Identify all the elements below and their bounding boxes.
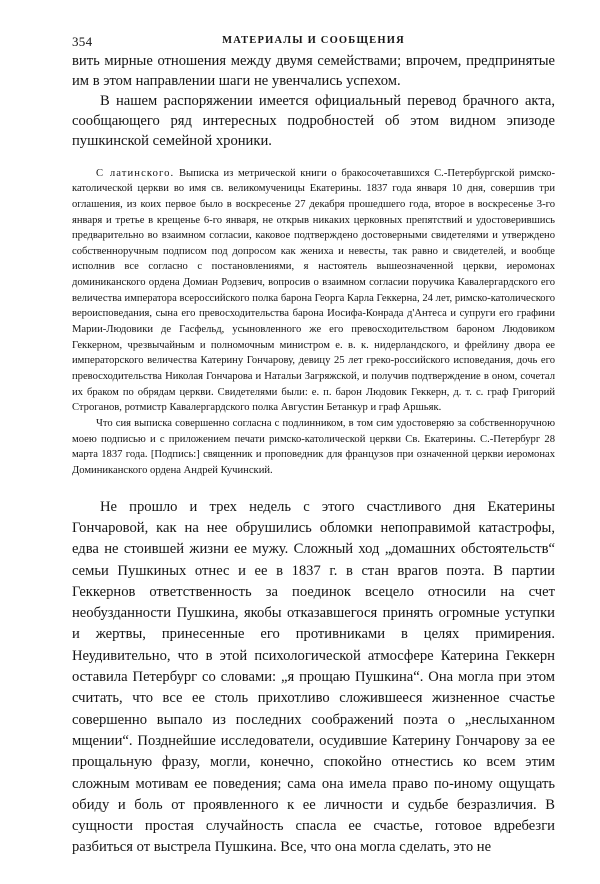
- quote-paragraph-2: Что сия выписка совершенно согласна с подлинником, в том сим удостоверяю за собственноручною моею подписью и с приложением печати римско-католической церкви Св. Екатерины. С.-Петербург 28 марта 1837 года. [Подпись:] священник и проповедник для французов при означенной церкви иеромонах Доминиканского ордена Андрей Кучинский.: [72, 418, 555, 476]
- intro-text: [72, 52, 555, 152]
- book-page: [72, 30, 555, 859]
- page-number: 354: [72, 34, 93, 49]
- closing-text: [72, 497, 555, 859]
- marriage-record-quote: [72, 166, 555, 479]
- quote-lead: С латинского.: [96, 167, 175, 179]
- running-head: [72, 30, 555, 52]
- paragraph-continued: вить мирные отношения между двумя семействами; впрочем, предпринятые им в этом направлении шаги не увенчались успехом.: [72, 53, 555, 89]
- paragraph-catastrophe: Не прошло и трех недель с этого счастливого дня Екатерины Гончаровой, как на нее обрушились обломки непоправимой катастрофы, едва не стоившей жизни ее мужу. Сложный ход „домашних обстоятельств“ семьи Пушкиных отнес и ее в 1837 г. в стан врагов поэта. В партии Геккернов ответственность за поединок всецело относили на счет необузданности Пушкина, якобы отказавшегося принять огромные уступки и жертвы, принесенные его противниками в целях примирения. Неудивительно, что в этой психологической атмосфере Катерина Геккерн оставила Петербург со словами: „я прощаю Пушкина“. Она могла при этом считать, что все ее столь прихотливо сложившееся жизненное счастье совершенно выпало из последних соображений поэта о „неслыханном мщении“. Позднейшие исследователи, осудившие Катерину Гончарову за ее прощальную фразу, могли, конечно, спокойно отнестись ко всем этим сложным мотивам ее поведения; сама она имела право по-иному ощущать обиду и боль от проявленного к ее личности и судьбе безразличия. В сущности простая случайность спасла ее счастье, готовое вдребезги разбиться от выстрела Пушкина. Все, что она могла сделать, это не: [72, 498, 555, 856]
- running-title: МАТЕРИАЛЫ И СООБЩЕНИЯ: [222, 35, 405, 46]
- quote-paragraph-1: [72, 166, 555, 417]
- quote-text: Выписка из метрической книги о бракосочетавшихся С.-Петербургской римско-католической церкви во имя св. великомученицы Екатерины. 1837 года января 10 дня, совершив три оглашения, из коих первое было в воскресенье 27 декабря прошедшего года, второе в воскресенье 3-го января и третье в крещенье 6-го января, не открыв никаких церковных препятствий и удостоверившись предварительно во взаимном согласии, каковое подтверждено достоверными свидетелями и утверждено собственноручным подписом под допросом как жениха и невесты, так равно и свидетелей, и вообще исполнив все согласно с постановлениями, я настоятель вышеозначенной церкви, иеромонах доминиканского ордена Домиан Родзевич, вопросив о взаимном согласии поручика Кавалергардского его величества императора всероссийского полка барона Георга Карла Геккерна, 24 лет, римско-католического вероисповедания, сына его превосходительства барона Иосифа-Конрада д'Антеса и супруги его графини Марии-Людовики де Гасфельд, усыновленного же его превосходительством бароном Людовиком Геккерном, чрезвычайным и полномочным министром е. в. к. нидерландского, и фрейлину двора ее императорского величества Катерину Гончарову, девицу 25 лет греко-российского исповедания, дочь его превосходительства Николая Гончарова и Натальи Загряжской, и получив подтверждение в оном, сочетал их браком по обрядам церкви. Свидетелями были: е. п. барон Людовик Геккерн, д. т. с. граф Григорий Строганов, ротмистр Кавалергардского полка Августин Бетанкур и граф Аршьяк.: [72, 167, 555, 414]
- paragraph-marriage-act: В нашем распоряжении имеется официальный перевод брачного акта, сообщающего ряд интересных подробностей об этом видном эпизоде пушкинской семейной хроники.: [72, 92, 555, 149]
